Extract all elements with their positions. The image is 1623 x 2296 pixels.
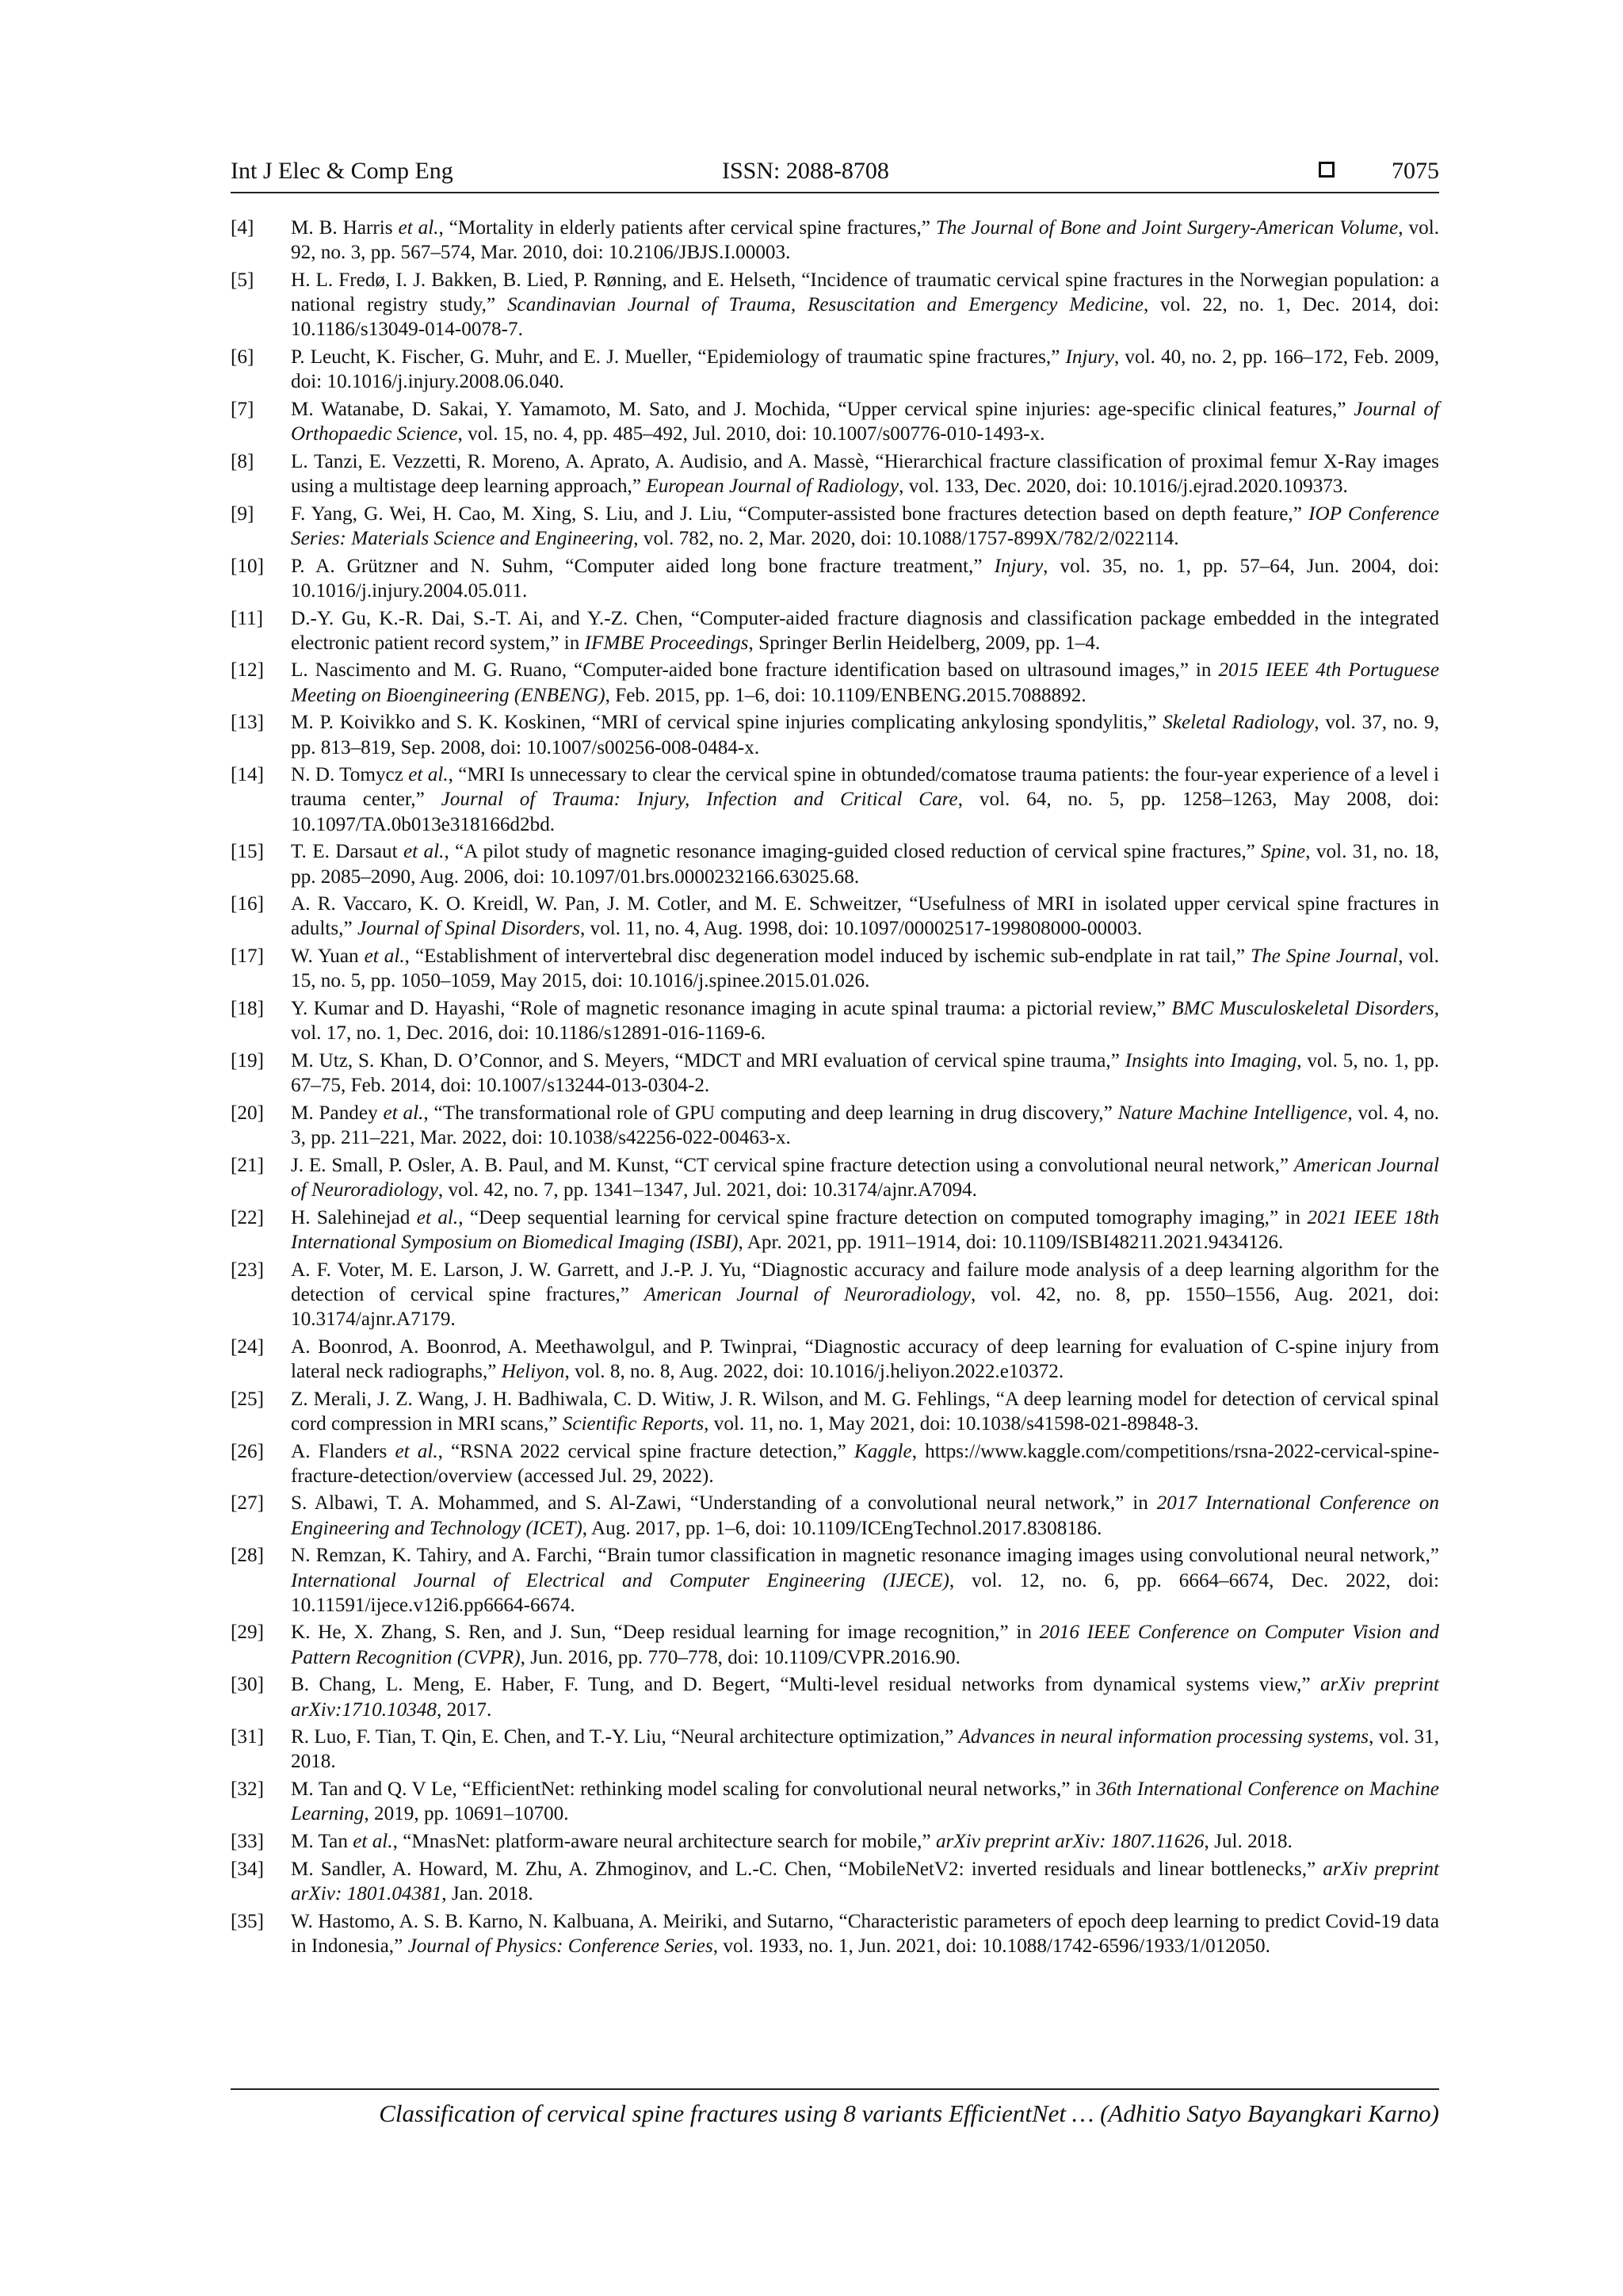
reference-segment: K. He, X. Zhang, S. Ren, and J. Sun, “Deep residual learning for image recognition,” in [291, 1622, 1040, 1644]
reference-item [231, 502, 1439, 551]
reference-italic-segment: arXiv preprint arXiv: 1807.11626 [935, 1831, 1205, 1853]
reference-number: [26] [231, 1440, 264, 1462]
reference-number: [30] [231, 1674, 264, 1696]
reference-number: [7] [231, 398, 254, 420]
reference-segment: , “MRI Is unnecessary to clear the cervical spine in obtunded/comatose trauma patients: the four-year experience of a level i trauma center,” [291, 764, 1439, 811]
reference-number: [15] [231, 841, 264, 863]
running-header [231, 154, 1439, 189]
reference-item [231, 345, 1439, 394]
reference-text [291, 1049, 1439, 1098]
reference-text [291, 1439, 1439, 1488]
reference-item [231, 1829, 1439, 1854]
reference-item [231, 1049, 1439, 1098]
reference-number: [31] [231, 1726, 264, 1748]
reference-italic-segment: BMC Musculoskeletal Disorders [1171, 998, 1434, 1020]
reference-item [231, 1101, 1439, 1150]
reference-number: [4] [231, 217, 254, 239]
reference-segment: , Apr. 2021, pp. 1911–1914, doi: 10.1109/ISBI48211.2021.9434126. [738, 1231, 1284, 1253]
reference-segment: , vol. 40, no. 2, pp. 166–172, Feb. 2009, doi: 10.1016/j.injury.2008.06.040. [291, 346, 1440, 393]
reference-italic-segment: Journal of Orthopaedic Science [291, 398, 1439, 445]
reference-text [291, 710, 1439, 759]
reference-item [231, 1258, 1439, 1332]
reference-segment: , vol. 37, no. 9, pp. 813–819, Sep. 2008, doi: 10.1007/s00256-008-0484-x. [291, 712, 1440, 758]
reference-number: [16] [231, 893, 264, 915]
reference-list [231, 216, 1439, 1962]
reference-number: [23] [231, 1259, 264, 1281]
reference-item [231, 1725, 1439, 1774]
reference-segment: P. Leucht, K. Fischer, G. Muhr, and E. J. Mueller, “Epidemiology of traumatic spine fractures,” [291, 346, 1066, 369]
reference-italic-segment: International Journal of Electrical and Computer Engineering (IJECE) [291, 1569, 949, 1591]
reference-italic-segment: Heliyon [501, 1360, 565, 1382]
reference-segment: Y. Kumar and D. Hayashi, “Role of magnetic resonance imaging in acute spinal trauma: a pictorial review,” [291, 998, 1172, 1020]
reference-segment: T. E. Darsaut [291, 841, 403, 863]
reference-segment: , “Mortality in elderly patients after cervical spine fractures,” [438, 217, 936, 239]
reference-item [231, 1205, 1439, 1255]
reference-segment: , Aug. 2017, pp. 1–6, doi: 10.1109/ICEngTechnol.2017.8308186. [582, 1517, 1102, 1539]
reference-item [231, 1620, 1439, 1669]
reference-text [291, 554, 1439, 603]
reference-segment: M. P. Koivikko and S. K. Koskinen, “MRI of cervical spine injuries complicating ankylosing spondylitis,” [291, 712, 1163, 734]
reference-italic-segment: et al. [353, 1831, 393, 1853]
reference-segment: , vol. 22, no. 1, Dec. 2014, doi: 10.1186/s13049-014-0078-7. [291, 294, 1439, 341]
reference-segment: , vol. 5, no. 1, pp. 67–75, Feb. 2014, doi: 10.1007/s13244-013-0304-2. [291, 1050, 1439, 1097]
reference-segment: , 2017. [437, 1698, 492, 1721]
reference-number: [13] [231, 712, 264, 734]
reference-segment: D.-Y. Gu, K.-R. Dai, S.-T. Ai, and Y.-Z. Chen, “Computer-aided fracture diagnosis and classification package embedded in the integrated electronic patient record system,” in [291, 607, 1439, 654]
reference-text [291, 658, 1439, 707]
reference-number: [27] [231, 1492, 264, 1515]
reference-number: [9] [231, 502, 254, 525]
reference-number: [17] [231, 946, 264, 968]
reference-item [231, 1909, 1439, 1958]
reference-italic-segment: arXiv preprint arXiv: 1801.04381 [291, 1858, 1439, 1904]
reference-segment: A. Boonrod, A. Boonrod, A. Meethawolgul, and P. Twinprai, “Diagnostic accuracy of deep learning for evaluation of C-spine injury from lateral neck radiographs,” [291, 1335, 1439, 1382]
reference-segment: M. Tan and Q. V Le, “EfficientNet: rethinking model scaling for convolutional neural networks,” in [291, 1778, 1097, 1801]
reference-segment: , Feb. 2015, pp. 1–6, doi: 10.1109/ENBENG.2015.7088892. [605, 684, 1086, 706]
reference-segment: F. Yang, G. Wei, H. Cao, M. Xing, S. Liu, and J. Liu, “Computer-assisted bone fractures detection based on depth feature,” [291, 502, 1309, 525]
reference-italic-segment: 2015 IEEE 4th Portuguese Meeting on Bioengineering (ENBENG) [291, 659, 1439, 706]
reference-segment: L. Nascimento and M. G. Ruano, “Computer-aided bone fracture identification based on ultrasound images,” in [291, 659, 1219, 682]
reference-text [291, 449, 1439, 499]
reference-segment: M. Watanabe, D. Sakai, Y. Yamamoto, M. Sato, and J. Mochida, “Upper cervical spine injuries: age-specific clinical features,” [291, 398, 1354, 420]
reference-italic-segment: Journal of Physics: Conference Series [407, 1935, 713, 1957]
reference-segment: , vol. 31, 2018. [291, 1726, 1439, 1773]
reference-italic-segment: IOP Conference Series: Materials Science and Engineering [291, 502, 1440, 549]
reference-italic-segment: Skeletal Radiology [1163, 712, 1315, 734]
reference-item [231, 606, 1439, 655]
reference-italic-segment: The Spine Journal [1251, 946, 1399, 968]
reference-item [231, 839, 1439, 888]
reference-italic-segment: The Journal of Bone and Joint Surgery-American Volume [935, 217, 1399, 239]
reference-italic-segment: Nature Machine Intelligence [1117, 1102, 1348, 1124]
reference-italic-segment: et al. [364, 946, 405, 968]
reference-text [291, 1543, 1439, 1618]
reference-number: [5] [231, 269, 254, 291]
reference-number: [35] [231, 1910, 264, 1932]
reference-italic-segment: et al. [398, 217, 439, 239]
reference-segment: , 2019, pp. 10691–10700. [364, 1803, 569, 1825]
reference-segment: , vol. 12, no. 6, pp. 6664–6674, Dec. 2022, doi: 10.11591/ijece.v12i6.pp6664-6674. [291, 1569, 1439, 1616]
reference-italic-segment: Injury [994, 555, 1044, 577]
reference-item [231, 268, 1439, 342]
reference-italic-segment: IFMBE Proceedings [584, 632, 749, 654]
reference-italic-segment: et al. [395, 1440, 438, 1462]
reference-segment: , “The transformational role of GPU computing and deep learning in drug discovery,” [423, 1102, 1118, 1124]
reference-text [291, 502, 1439, 551]
reference-text [291, 268, 1439, 342]
reference-number: [20] [231, 1102, 264, 1124]
reference-segment: , vol. 35, no. 1, pp. 57–64, Jun. 2004, doi: 10.1016/j.injury.2004.05.011. [291, 555, 1439, 602]
reference-item [231, 996, 1439, 1045]
reference-text [291, 892, 1439, 941]
reference-segment: N. Remzan, K. Tahiry, and A. Farchi, “Brain tumor classification in magnetic resonance imaging images using convolutional neural network,” [291, 1545, 1439, 1567]
reference-text [291, 839, 1439, 888]
running-footer: Classification of cervical spine fractures using 8 variants EfficientNet … (Adhitio Satyo Bayangkari Karno) [379, 2099, 1439, 2127]
reference-number: [14] [231, 764, 264, 786]
reference-text [291, 397, 1439, 446]
reference-number: [22] [231, 1206, 264, 1228]
reference-italic-segment: et al. [416, 1206, 459, 1228]
reference-italic-segment: Journal of Spinal Disorders [357, 918, 580, 940]
reference-segment: J. E. Small, P. Osler, A. B. Paul, and M. Kunst, “CT cervical spine fracture detection using a convolutional neural network,” [291, 1154, 1294, 1176]
reference-segment: , “Establishment of intervertebral disc degeneration model induced by ischemic sub-endplate in rat tail,” [404, 946, 1251, 968]
reference-italic-segment: 36th International Conference on Machine Learning [291, 1778, 1439, 1825]
reference-italic-segment: 2021 IEEE 18th International Symposium on Biomedical Imaging (ISBI) [291, 1206, 1439, 1253]
reference-number: [25] [231, 1388, 264, 1410]
reference-number: [29] [231, 1622, 264, 1644]
reference-italic-segment: Scandinavian Journal of Trauma, Resuscitation and Emergency Medicine [506, 294, 1144, 316]
reference-italic-segment: arXiv preprint arXiv:1710.10348 [291, 1674, 1439, 1721]
reference-segment: L. Tanzi, E. Vezzetti, R. Moreno, A. Aprato, A. Audisio, and A. Massè, “Hierarchical fracture classification of proximal femur X-Ray images using a multistage deep learning approach,” [291, 450, 1439, 498]
reference-segment: A. R. Vaccaro, K. O. Kreidl, W. Pan, J. M. Cotler, and M. E. Schweitzer, “Usefulness of MRI in isolated upper cervical spine fractures in adults,” [291, 893, 1439, 940]
reference-item [231, 710, 1439, 759]
reference-segment: , “RSNA 2022 cervical spine fracture detection,” [437, 1440, 854, 1462]
reference-italic-segment: Scientific Reports [562, 1412, 705, 1435]
reference-italic-segment: American Journal of Neuroradiology [291, 1154, 1439, 1201]
reference-segment: , vol. 1933, no. 1, Jun. 2021, doi: 10.1088/1742-6596/1933/1/012050. [712, 1935, 1270, 1957]
reference-text [291, 1829, 1439, 1854]
reference-number: [19] [231, 1050, 264, 1072]
reference-text [291, 606, 1439, 655]
reference-segment: , vol. 64, no. 5, pp. 1258–1263, May 2008, doi: 10.1097/TA.0b013e318166d2bd. [291, 789, 1439, 835]
reference-segment: , Jul. 2018. [1204, 1831, 1293, 1853]
reference-item [231, 397, 1439, 446]
reference-segment: S. Albawi, T. A. Mohammed, and S. Al-Zawi, “Understanding of a convolutional neural network,” in [291, 1492, 1157, 1515]
reference-segment: N. D. Tomycz [291, 764, 409, 786]
reference-italic-segment: et al. [408, 764, 449, 786]
reference-item [231, 1387, 1439, 1436]
reference-item [231, 762, 1439, 837]
reference-segment: , vol. 42, no. 7, pp. 1341–1347, Jul. 2021, doi: 10.3174/ajnr.A7094. [437, 1179, 977, 1201]
reference-text [291, 1777, 1439, 1826]
reference-segment: M. Utz, S. Khan, D. O’Connor, and S. Meyers, “MDCT and MRI evaluation of cervical spine trauma,” [291, 1050, 1125, 1072]
reference-text [291, 1205, 1439, 1255]
reference-text [291, 1387, 1439, 1436]
reference-text [291, 1672, 1439, 1721]
reference-segment: A. Flanders [291, 1440, 395, 1462]
journal-name: Int J Elec & Comp Eng [231, 158, 453, 184]
reference-italic-segment: 2017 International Conference on Engineering and Technology (ICET) [291, 1492, 1439, 1539]
reference-item [231, 1672, 1439, 1721]
reference-number: [28] [231, 1545, 264, 1567]
reference-italic-segment: American Journal of Neuroradiology [643, 1283, 971, 1305]
reference-item [231, 1491, 1439, 1540]
reference-number: [34] [231, 1858, 264, 1880]
reference-segment: , vol. 92, no. 3, pp. 567–574, Mar. 2010, doi: 10.2106/JBJS.I.00003. [291, 217, 1440, 264]
reference-text [291, 345, 1439, 394]
reference-item [231, 449, 1439, 499]
reference-item [231, 1777, 1439, 1826]
reference-italic-segment: Journal of Trauma: Injury, Infection and Critical Care [441, 789, 958, 811]
reference-number: [8] [231, 450, 254, 472]
reference-item [231, 1153, 1439, 1202]
reference-item [231, 658, 1439, 707]
reference-segment: M. B. Harris [291, 217, 399, 239]
reference-segment: H. L. Fredø, I. J. Bakken, B. Lied, P. Rønning, and E. Helseth, “Incidence of traumatic cervical spine fractures in the Norwegian population: a national registry study,” [291, 269, 1439, 316]
reference-italic-segment: Insights into Imaging [1125, 1050, 1297, 1072]
page-number: 7075 [1392, 158, 1439, 184]
footer-divider [231, 2088, 1439, 2090]
reference-italic-segment: Spine [1261, 841, 1306, 863]
reference-segment: , Jun. 2016, pp. 770–778, doi: 10.1109/CVPR.2016.90. [520, 1646, 960, 1668]
reference-segment: , vol. 11, no. 1, May 2021, doi: 10.1038/s41598-021-89848-3. [704, 1412, 1199, 1435]
reference-item [231, 1335, 1439, 1384]
reference-italic-segment: Kaggle [854, 1440, 912, 1462]
reference-italic-segment: et al. [383, 1102, 424, 1124]
reference-segment: , Springer Berlin Heidelberg, 2009, pp. 1–4. [748, 632, 1101, 654]
reference-text [291, 762, 1439, 837]
reference-segment: R. Luo, F. Tian, T. Qin, E. Chen, and T.-Y. Liu, “Neural architecture optimization,” [291, 1726, 959, 1748]
reference-segment: M. Pandey [291, 1102, 384, 1124]
reference-text [291, 1335, 1439, 1384]
reference-segment: B. Chang, L. Meng, E. Haber, F. Tung, and D. Begert, “Multi-level residual networks from dynamical systems view,” [291, 1674, 1321, 1696]
reference-number: [6] [231, 346, 254, 369]
reference-segment: , vol. 15, no. 4, pp. 485–492, Jul. 2010, doi: 10.1007/s00776-010-1493-x. [457, 423, 1045, 445]
reference-segment: H. Salehinejad [291, 1206, 417, 1228]
reference-italic-segment: 2016 IEEE Conference on Computer Vision and Pattern Recognition (CVPR) [291, 1622, 1439, 1668]
reference-segment: M. Tan [291, 1831, 353, 1853]
reference-item [231, 1857, 1439, 1906]
reference-text [291, 216, 1439, 265]
reference-segment: , vol. 4, no. 3, pp. 211–221, Mar. 2022, doi: 10.1038/s42256-022-00463-x. [291, 1102, 1439, 1149]
reference-segment: W. Hastomo, A. S. B. Karno, N. Kalbuana, A. Meiriki, and Sutarno, “Characteristic parameters of epoch deep learning to predict Covid-19 data in Indonesia,” [291, 1910, 1439, 1957]
reference-segment: , vol. 31, no. 18, pp. 2085–2090, Aug. 2006, doi: 10.1097/01.brs.0000232166.63025.68. [291, 841, 1439, 888]
issn-label: ISSN: 2088-8708 [722, 158, 889, 184]
reference-text [291, 1491, 1439, 1540]
reference-italic-segment: Advances in neural information processing systems [958, 1726, 1369, 1748]
reference-text [291, 944, 1439, 993]
reference-item [231, 1439, 1439, 1488]
reference-number: [11] [231, 607, 264, 629]
reference-item [231, 892, 1439, 941]
reference-text [291, 996, 1439, 1045]
reference-text [291, 1258, 1439, 1332]
reference-italic-segment: European Journal of Radiology [646, 476, 899, 498]
reference-item [231, 944, 1439, 993]
reference-segment: , vol. 133, Dec. 2020, doi: 10.1016/j.ejrad.2020.109373. [899, 476, 1348, 498]
reference-text [291, 1101, 1439, 1150]
reference-italic-segment: Injury [1065, 346, 1115, 369]
reference-segment: , https://www.kaggle.com/competitions/rsna-2022-cervical-spine-fracture-detection/overview (accessed Jul. 29, 2022). [291, 1440, 1439, 1487]
reference-segment: , “A pilot study of magnetic resonance imaging-guided closed reduction of cervical spine fractures,” [444, 841, 1262, 863]
reference-number: [24] [231, 1335, 264, 1358]
reference-text [291, 1153, 1439, 1202]
reference-segment: , vol. 15, no. 5, pp. 1050–1059, May 2015, doi: 10.1016/j.spinee.2015.01.026. [291, 946, 1439, 992]
reference-segment: , “Deep sequential learning for cervical spine fracture detection on computed tomography imaging,” in [458, 1206, 1308, 1228]
header-divider [231, 192, 1439, 193]
reference-segment: , vol. 42, no. 8, pp. 1550–1556, Aug. 2021, doi: 10.3174/ajnr.A7179. [291, 1283, 1439, 1331]
reference-segment: , “MnasNet: platform-aware neural architecture search for mobile,” [392, 1831, 936, 1853]
reference-number: [18] [231, 998, 264, 1020]
reference-number: [10] [231, 555, 264, 577]
reference-item [231, 216, 1439, 265]
reference-segment: A. F. Voter, M. E. Larson, J. W. Garrett, and J.-P. J. Yu, “Diagnostic accuracy and failure mode analysis of a deep learning algorithm for the detection of cervical spine fractures,” [291, 1259, 1439, 1305]
reference-segment: Z. Merali, J. Z. Wang, J. H. Badhiwala, C. D. Witiw, J. R. Wilson, and M. G. Fehlings, “A deep learning model for detection of cervical spinal cord compression in MRI scans,” [291, 1388, 1439, 1435]
reference-number: [21] [231, 1154, 264, 1176]
reference-segment: , Jan. 2018. [441, 1883, 533, 1904]
reference-text [291, 1725, 1439, 1774]
reference-number: [33] [231, 1831, 264, 1853]
reference-segment: P. A. Grützner and N. Suhm, “Computer aided long bone fracture treatment,” [291, 555, 995, 577]
reference-number: [12] [231, 659, 264, 682]
checkbox-square-icon [1319, 162, 1335, 178]
reference-segment: , vol. 11, no. 4, Aug. 1998, doi: 10.1097/00002517-199808000-00003. [580, 918, 1143, 940]
reference-segment: M. Sandler, A. Howard, M. Zhu, A. Zhmoginov, and L.-C. Chen, “MobileNetV2: inverted residuals and linear bottlenecks,” [291, 1858, 1323, 1880]
reference-text [291, 1909, 1439, 1958]
reference-item [231, 1543, 1439, 1618]
reference-number: [32] [231, 1778, 264, 1801]
reference-text [291, 1620, 1439, 1669]
reference-italic-segment: et al. [403, 841, 445, 863]
reference-segment: W. Yuan [291, 946, 365, 968]
reference-item [231, 554, 1439, 603]
reference-text [291, 1857, 1439, 1906]
reference-segment: , vol. 8, no. 8, Aug. 2022, doi: 10.1016/j.heliyon.2022.e10372. [564, 1360, 1064, 1382]
reference-segment: , vol. 17, no. 1, Dec. 2016, doi: 10.1186/s12891-016-1169-6. [291, 998, 1439, 1045]
reference-segment: , vol. 782, no. 2, Mar. 2020, doi: 10.1088/1757-899X/782/2/022114. [633, 527, 1179, 549]
